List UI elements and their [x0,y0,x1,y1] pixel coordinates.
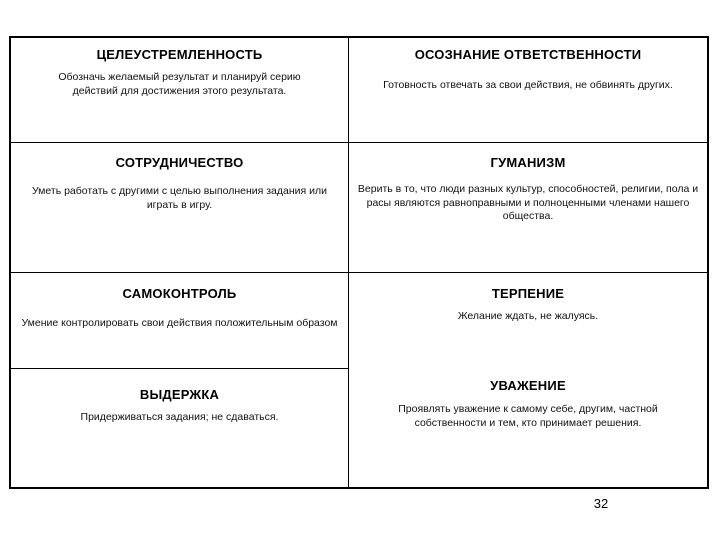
cell-description: Умение контролировать свои действия положительным образом [21,317,338,329]
cell-title: СОТРУДНИЧЕСТВО [115,155,244,170]
cell-purposefulness [11,38,348,142]
cell-description: Проявлять уважение к самому себе, другим, частной собственности и тем, кто принимает решения. [398,403,658,429]
cell-title: УВАЖЕНИЕ [490,378,566,393]
cell-title: ОСОЗНАНИЕ ОТВЕТСТВЕННОСТИ [414,47,642,62]
cell-title: ВЫДЕРЖКА [139,387,220,402]
cell-description: Придерживаться задания; не сдаваться. [80,411,279,423]
cell-endurance [11,369,348,487]
page-number: 32 [593,496,609,511]
cell-description: Готовность отвечать за свои действия, не обвинять других. [383,79,673,91]
cell-cooperation [11,143,348,272]
cell-description: Верить в то, что люди разных культур, способностей, религии, пола и расы являются равноправными и полноценными членами нашего общества. [357,183,699,222]
cell-patience [349,273,707,363]
cell-respect [349,364,707,487]
cell-description: Желание ждать, не жалуясь. [457,310,599,322]
cell-description: Обозначь желаемый результат и планируй серию действий для достижения этого результата. [58,71,301,97]
values-table [9,36,709,489]
cell-description: Уметь работать с другими с целью выполнения задания или играть в игру. [31,185,327,211]
cell-title: ГУМАНИЗМ [490,155,566,170]
cell-humanism [349,143,707,272]
cell-title: ТЕРПЕНИЕ [491,286,565,301]
cell-self-control [11,273,348,368]
cell-title: САМОКОНТРОЛЬ [122,286,237,301]
cell-title: ЦЕЛЕУСТРЕМЛЕННОСТЬ [96,47,263,62]
cell-responsibility [349,38,707,142]
